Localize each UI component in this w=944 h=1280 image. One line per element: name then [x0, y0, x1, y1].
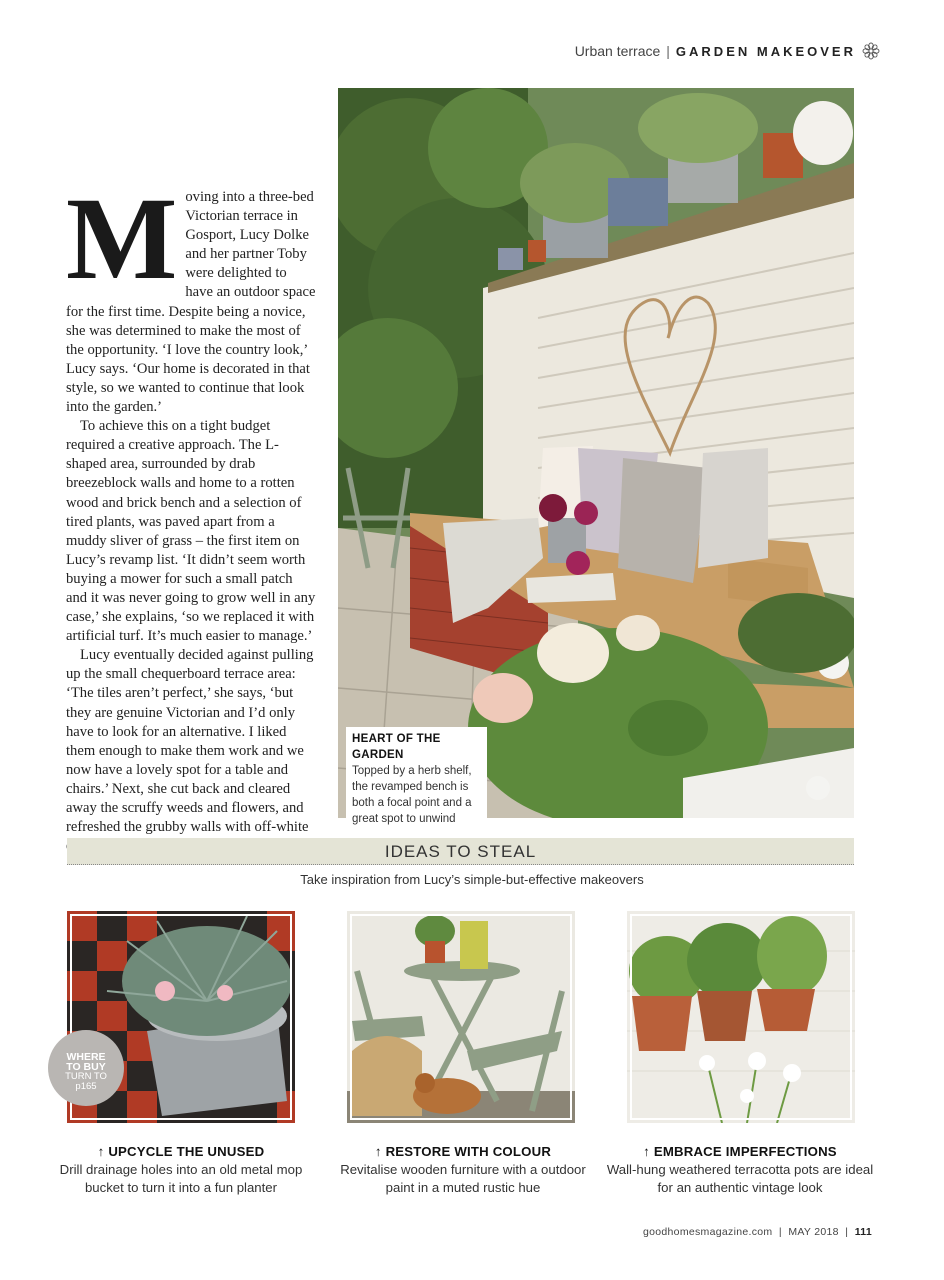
- idea-photo-terracotta-pots: [627, 911, 855, 1123]
- hero-caption-text: Topped by a herb shelf, the revamped bench is both a focal point and a great spot to unwind: [352, 765, 472, 825]
- idea-card-3: [605, 1143, 875, 1197]
- drop-cap: M: [66, 173, 178, 304]
- section-title: GARDEN MAKEOVER: [675, 43, 856, 59]
- paragraph-3-text: Lucy eventually decided against pulling up the small chequerboard terrace area: ‘The tiles aren’t perfect,’ she says, ‘but they are genuine Victorian and I’d only have to look for an alternative. I liked them enough to make them work and we now have a lovely spot for a table and chairs.’ Next, she cut back and cleared away the scruffy weeds and flowers, and refreshed the grubby walls with off-white: [66, 647, 314, 836]
- flower-icon: [862, 42, 880, 60]
- running-head: [575, 42, 880, 60]
- paragraph-1-text: oving into a three-bed Victorian terrace in Gosport, Lucy Dolke and her partner Toby were delighted to have an outdoor space for the first time. Despite being a novice, she was determined to make the most of the opportunity. ‘I love the country look,’ Lucy says. ‘Our home is decorated in that style, so we wanted to continue that look into the garden.’: [66, 189, 316, 416]
- idea-2-heading: ↑ RESTORE WITH COLOUR: [374, 1144, 552, 1159]
- header-separator: |: [666, 43, 670, 59]
- where-to-buy-badge: [48, 1030, 124, 1106]
- article-paragraph-2: To achieve this on a tight budget required a creative approach. The L-shaped area, surrounded by drab breezeblock walls and home to a rotten wood and brick bench and a selection of tired plants, was paved apart from a muddy sliver of grass – the first item on Lucy’s revamp list. ‘It didn’t seem worth buying a mower for such a small patch and it was never going to grow well in any case,’ she explains, ‘so we replaced it with artificial turf. It’s much easier to manage.’: [66, 418, 316, 645]
- footer-issue: MAY 2018: [788, 1226, 839, 1238]
- ideas-subtitle: Take inspiration from Lucy’s simple-but-effective makeovers: [300, 872, 644, 887]
- idea-3-heading: ↑ EMBRACE IMPERFECTIONS: [643, 1144, 837, 1159]
- page-number: 111: [854, 1226, 872, 1238]
- badge-line-3: TURN TO: [65, 1071, 107, 1082]
- idea-photo-painted-furniture: [347, 911, 575, 1123]
- hero-photo: [338, 88, 854, 818]
- idea-2-text: Revitalise wooden furniture with a outdoor paint in a muted rustic hue: [340, 1162, 586, 1195]
- badge-line-2: TO BUY: [66, 1061, 106, 1073]
- section-label: Urban terrace: [574, 43, 661, 59]
- idea-1-text: Drill drainage holes into an old metal mop bucket to turn it into a fun planter: [59, 1162, 303, 1195]
- article-paragraph-1: [66, 173, 316, 417]
- footer-website: goodhomesmagazine.com: [642, 1226, 773, 1238]
- ideas-banner: IDEAS TO STEAL: [67, 838, 854, 865]
- article-body: [66, 173, 316, 857]
- article-paragraph-3: [66, 646, 316, 857]
- footer-separator: |: [778, 1226, 782, 1238]
- hero-caption-title: HEART OF THE GARDEN: [352, 733, 441, 761]
- hero-caption: [346, 727, 487, 833]
- idea-3-text: Wall-hung weathered terracotta pots are ideal for an authentic vintage look: [606, 1162, 874, 1195]
- page-footer: [643, 1226, 872, 1238]
- idea-card-1: [46, 1143, 316, 1197]
- idea-1-heading: ↑ UPCYCLE THE UNUSED: [97, 1144, 265, 1159]
- badge-line-4: p165: [75, 1081, 97, 1092]
- footer-separator: |: [845, 1226, 849, 1238]
- idea-card-2: [328, 1143, 598, 1197]
- badge-line-1: WHERE: [66, 1051, 106, 1063]
